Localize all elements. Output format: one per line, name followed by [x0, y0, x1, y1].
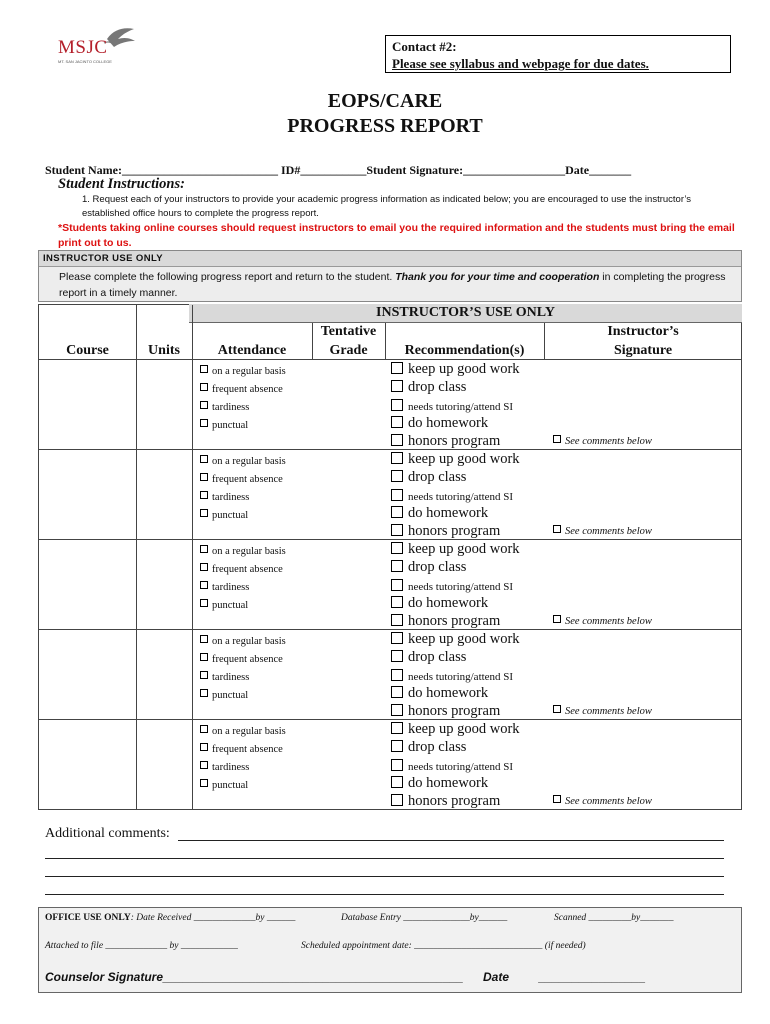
grade-cell[interactable] — [313, 450, 385, 539]
recommendation-option-label: drop class — [408, 649, 467, 665]
checkbox-icon[interactable] — [391, 722, 403, 734]
recommendation-option[interactable] — [391, 631, 520, 648]
recommendation-option[interactable] — [391, 669, 513, 683]
checkbox-icon[interactable] — [391, 524, 403, 536]
recommendation-option[interactable] — [391, 523, 500, 540]
checkbox-icon[interactable] — [391, 452, 403, 464]
recommendation-option[interactable] — [391, 379, 466, 396]
see-comments-option[interactable] — [553, 795, 652, 807]
col-grade-l2: Grade — [329, 343, 368, 358]
attendance-option-label: frequent absence — [212, 474, 283, 485]
attendance-option[interactable] — [200, 419, 248, 431]
attendance-option[interactable] — [200, 473, 283, 485]
recommendation-option-label: needs tutoring/attend SI — [408, 401, 514, 413]
office-use-box — [38, 907, 742, 993]
checkbox-icon[interactable] — [200, 509, 208, 517]
form-subtitle: PROGRESS REPORT — [287, 115, 483, 137]
checkbox-icon[interactable] — [200, 599, 208, 607]
course-cell[interactable] — [39, 450, 136, 539]
checkbox-icon[interactable] — [200, 473, 208, 481]
attendance-option[interactable] — [200, 563, 283, 575]
contact-box — [385, 35, 731, 73]
office-date-label: Date — [483, 970, 510, 984]
checkbox-icon[interactable] — [200, 383, 208, 391]
checkbox-icon[interactable] — [391, 650, 403, 662]
online-course-note: *Students taking online courses should request instructors to email you the required information and the students must bring the email print out to us. — [58, 222, 735, 249]
checkbox-icon[interactable] — [391, 489, 403, 501]
recommendation-option[interactable] — [391, 703, 500, 720]
checkbox-icon[interactable] — [391, 362, 403, 374]
recommendation-option[interactable] — [391, 579, 513, 593]
grade-cell[interactable] — [313, 720, 385, 809]
units-cell[interactable] — [137, 630, 192, 719]
attendance-option[interactable] — [200, 689, 248, 701]
checkbox-icon[interactable] — [553, 705, 561, 713]
checkbox-icon[interactable] — [200, 761, 208, 769]
attendance-option-label: punctual — [212, 510, 249, 521]
recommendation-option[interactable] — [391, 415, 488, 432]
attendance-option-label: tardiness — [212, 402, 250, 413]
attendance-option[interactable] — [200, 635, 286, 647]
attendance-option[interactable] — [200, 599, 248, 611]
checkbox-icon[interactable] — [200, 653, 208, 661]
recommendation-option[interactable] — [391, 649, 466, 666]
recommendation-option[interactable] — [391, 721, 520, 738]
instructor-use-header: INSTRUCTOR USE ONLY — [39, 251, 741, 267]
attendance-option-label: punctual — [212, 780, 249, 791]
see-comments-option[interactable] — [553, 705, 652, 717]
contact-label: Contact #2: — [392, 39, 457, 54]
recommendation-option-label: needs tutoring/attend SI — [408, 581, 514, 593]
recommendation-option-label: needs tutoring/attend SI — [408, 671, 514, 683]
recommendation-option-label: needs tutoring/attend SI — [408, 761, 514, 773]
grade-cell[interactable] — [313, 540, 385, 629]
instructor-use-box — [38, 250, 742, 302]
recommendation-option-label: drop class — [408, 559, 467, 575]
recommendation-option[interactable] — [391, 541, 520, 558]
attendance-option[interactable] — [200, 545, 286, 557]
checkbox-icon[interactable] — [200, 455, 208, 463]
attendance-option[interactable] — [200, 671, 249, 683]
col-course: Course — [66, 343, 109, 358]
college-logo — [52, 25, 142, 70]
see-comments-option[interactable] — [553, 525, 652, 537]
checkbox-icon[interactable] — [391, 794, 403, 806]
recommendation-option[interactable] — [391, 759, 513, 773]
attendance-option[interactable] — [200, 455, 286, 467]
student-info-line[interactable]: Student Name:__________________________ ID#___________Student Signature:_________________Date_______ — [45, 163, 632, 177]
counselor-signature-field[interactable]: Counselor Signature_____________________________________________ — [45, 970, 464, 984]
instructor-use-banner: INSTRUCTOR’S USE ONLY — [189, 304, 742, 323]
col-grade-l1: Tentative — [320, 324, 377, 339]
see-comments-label: See comments below — [565, 796, 652, 807]
recommendation-option-label: keep up good work — [408, 361, 520, 377]
database-entry-field[interactable]: Database Entry ______________by______ — [341, 913, 508, 923]
course-cell[interactable] — [39, 540, 136, 629]
checkbox-icon[interactable] — [200, 365, 208, 373]
checkbox-icon[interactable] — [391, 704, 403, 716]
recommendation-option[interactable] — [391, 399, 513, 413]
see-comments-label: See comments below — [565, 526, 652, 537]
recommendation-option[interactable] — [391, 739, 466, 756]
col-recommendations: Recommendation(s) — [404, 343, 525, 358]
recommendation-option-label: do homework — [408, 595, 489, 611]
recommendation-option[interactable] — [391, 775, 488, 792]
office-use-label: OFFICE USE ONLY — [45, 913, 131, 923]
recommendation-option[interactable] — [391, 559, 466, 576]
checkbox-icon[interactable] — [553, 615, 561, 623]
scanned-field[interactable]: Scanned _________by_______ — [554, 913, 674, 923]
attendance-option-label: tardiness — [212, 762, 250, 773]
form-title: EOPS/CARE — [327, 90, 443, 112]
recommendation-option-label: drop class — [408, 379, 467, 395]
office-date-field[interactable]: ________________ — [539, 970, 646, 984]
recommendation-option-label: do homework — [408, 415, 489, 431]
attendance-option[interactable] — [200, 743, 283, 755]
office-use-row1 — [45, 913, 295, 923]
checkbox-icon[interactable] — [200, 545, 208, 553]
checkbox-icon[interactable] — [391, 399, 403, 411]
recommendation-option[interactable] — [391, 489, 513, 503]
recommendation-option[interactable] — [391, 613, 500, 630]
checkbox-icon[interactable] — [200, 491, 208, 499]
checkbox-icon[interactable] — [553, 795, 561, 803]
checkbox-icon[interactable] — [391, 579, 403, 591]
recommendation-option-label: keep up good work — [408, 631, 520, 647]
attendance-option-label: on a regular basis — [212, 456, 286, 467]
comments-line-1[interactable] — [178, 840, 724, 841]
col-attendance: Attendance — [217, 343, 287, 358]
scheduled-appointment-field[interactable]: Scheduled appointment date: ___________________________ (if needed) — [301, 941, 586, 951]
attendance-option-label: frequent absence — [212, 744, 283, 755]
see-comments-label: See comments below — [565, 706, 652, 717]
recommendation-option-label: honors program — [408, 703, 501, 719]
checkbox-icon[interactable] — [391, 542, 403, 554]
checkbox-icon[interactable] — [391, 560, 403, 572]
checkbox-icon[interactable] — [200, 401, 208, 409]
attendance-option-label: punctual — [212, 690, 249, 701]
recommendation-option-label: do homework — [408, 685, 489, 701]
attendance-option[interactable] — [200, 365, 286, 377]
attendance-option-label: tardiness — [212, 492, 250, 503]
attached-to-file-field[interactable]: Attached to file _____________ by ____________ — [45, 941, 238, 951]
logo-wordmark: MSJC — [58, 37, 108, 58]
logo-tagline: MT. SAN JACINTO COLLEGE — [58, 59, 112, 64]
units-cell[interactable] — [137, 360, 192, 449]
col-signature-l1: Instructor’s — [607, 324, 679, 339]
recommendation-option-label: drop class — [408, 469, 467, 485]
attendance-option-label: frequent absence — [212, 564, 283, 575]
date-received-field[interactable]: : Date Received _____________by ______ — [130, 913, 296, 923]
attendance-option-label: on a regular basis — [212, 636, 286, 647]
see-comments-option[interactable] — [553, 435, 652, 447]
checkbox-icon[interactable] — [553, 435, 561, 443]
units-cell[interactable] — [137, 540, 192, 629]
recommendation-option[interactable] — [391, 685, 488, 702]
attendance-option[interactable] — [200, 383, 283, 395]
checkbox-icon[interactable] — [391, 614, 403, 626]
comments-line-2[interactable] — [45, 858, 724, 859]
instructor-text-emphasis: Thank you for your time and cooperation — [395, 271, 600, 283]
attendance-option[interactable] — [200, 725, 286, 737]
attendance-option-label: frequent absence — [212, 384, 283, 395]
attendance-option[interactable] — [200, 761, 249, 773]
attendance-option-label: on a regular basis — [212, 366, 286, 377]
recommendation-option-label: keep up good work — [408, 451, 520, 467]
checkbox-icon[interactable] — [391, 632, 403, 644]
instructor-text-plain: Please complete the following progress report and return to the student. — [59, 271, 396, 283]
attendance-option-label: tardiness — [212, 672, 250, 683]
checkbox-icon[interactable] — [200, 743, 208, 751]
progress-table — [38, 304, 742, 810]
see-comments-label: See comments below — [565, 436, 652, 447]
attendance-option-label: tardiness — [212, 582, 250, 593]
recommendation-option[interactable] — [391, 433, 500, 450]
course-cell[interactable] — [39, 630, 136, 719]
attendance-option-label: on a regular basis — [212, 726, 286, 737]
contact-note: Please see syllabus and webpage for due dates. — [392, 56, 649, 71]
recommendation-option[interactable] — [391, 451, 520, 468]
course-cell[interactable] — [39, 720, 136, 809]
col-units: Units — [148, 343, 180, 358]
units-cell[interactable] — [137, 720, 192, 809]
additional-comments-label: Additional comments: — [45, 826, 170, 841]
checkbox-icon[interactable] — [200, 635, 208, 643]
col-signature-l2: Signature — [613, 343, 673, 358]
grade-cell[interactable] — [313, 360, 385, 449]
checkbox-icon[interactable] — [391, 470, 403, 482]
recommendation-option[interactable] — [391, 595, 488, 612]
recommendation-option-label: needs tutoring/attend SI — [408, 491, 514, 503]
units-cell[interactable] — [137, 450, 192, 539]
checkbox-icon[interactable] — [391, 416, 403, 428]
checkbox-icon[interactable] — [200, 563, 208, 571]
attendance-option-label: on a regular basis — [212, 546, 286, 557]
checkbox-icon[interactable] — [391, 686, 403, 698]
comments-line-4[interactable] — [45, 894, 724, 895]
recommendation-option-label: do homework — [408, 505, 489, 521]
checkbox-icon[interactable] — [553, 525, 561, 533]
checkbox-icon[interactable] — [200, 419, 208, 427]
attendance-option-label: frequent absence — [212, 654, 283, 665]
recommendation-option-label: honors program — [408, 433, 501, 449]
recommendation-option[interactable] — [391, 505, 488, 522]
recommendation-option[interactable] — [391, 793, 500, 810]
attendance-option-label: punctual — [212, 420, 249, 431]
checkbox-icon[interactable] — [391, 759, 403, 771]
instructor-use-text — [59, 269, 729, 301]
recommendation-option-label: keep up good work — [408, 721, 520, 737]
comments-line-3[interactable] — [45, 876, 724, 877]
checkbox-icon[interactable] — [200, 671, 208, 679]
recommendation-option-label: keep up good work — [408, 541, 520, 557]
checkbox-icon[interactable] — [391, 669, 403, 681]
course-cell[interactable] — [39, 360, 136, 449]
recommendation-option[interactable] — [391, 469, 466, 486]
instructor-text-tail: in completing the progress report in a timely manner. — [59, 271, 726, 299]
attendance-option[interactable] — [200, 509, 248, 521]
attendance-option[interactable] — [200, 401, 249, 413]
checkbox-icon[interactable] — [391, 434, 403, 446]
attendance-option[interactable] — [200, 581, 249, 593]
recommendation-option[interactable] — [391, 361, 520, 378]
grade-cell[interactable] — [313, 630, 385, 719]
checkbox-icon[interactable] — [391, 596, 403, 608]
checkbox-icon[interactable] — [200, 725, 208, 733]
see-comments-label: See comments below — [565, 616, 652, 627]
instructions-heading: Student Instructions: — [58, 176, 185, 192]
attendance-option[interactable] — [200, 491, 249, 503]
checkbox-icon[interactable] — [200, 689, 208, 697]
checkbox-icon[interactable] — [391, 506, 403, 518]
attendance-option[interactable] — [200, 779, 248, 791]
recommendation-option-label: do homework — [408, 775, 489, 791]
checkbox-icon[interactable] — [200, 581, 208, 589]
checkbox-icon[interactable] — [391, 740, 403, 752]
recommendation-option-label: drop class — [408, 739, 467, 755]
recommendation-option-label: honors program — [408, 613, 501, 629]
attendance-option[interactable] — [200, 653, 283, 665]
recommendation-option-label: honors program — [408, 523, 501, 539]
attendance-option-label: punctual — [212, 600, 249, 611]
checkbox-icon[interactable] — [391, 776, 403, 788]
see-comments-option[interactable] — [553, 615, 652, 627]
instruction-item-1: 1. Request each of your instructors to provide your academic progress information as indicated below; you are encouraged to use the instructor’s established office hours to complete the progress report. — [82, 194, 692, 219]
checkbox-icon[interactable] — [200, 779, 208, 787]
checkbox-icon[interactable] — [391, 380, 403, 392]
recommendation-option-label: honors program — [408, 793, 501, 809]
